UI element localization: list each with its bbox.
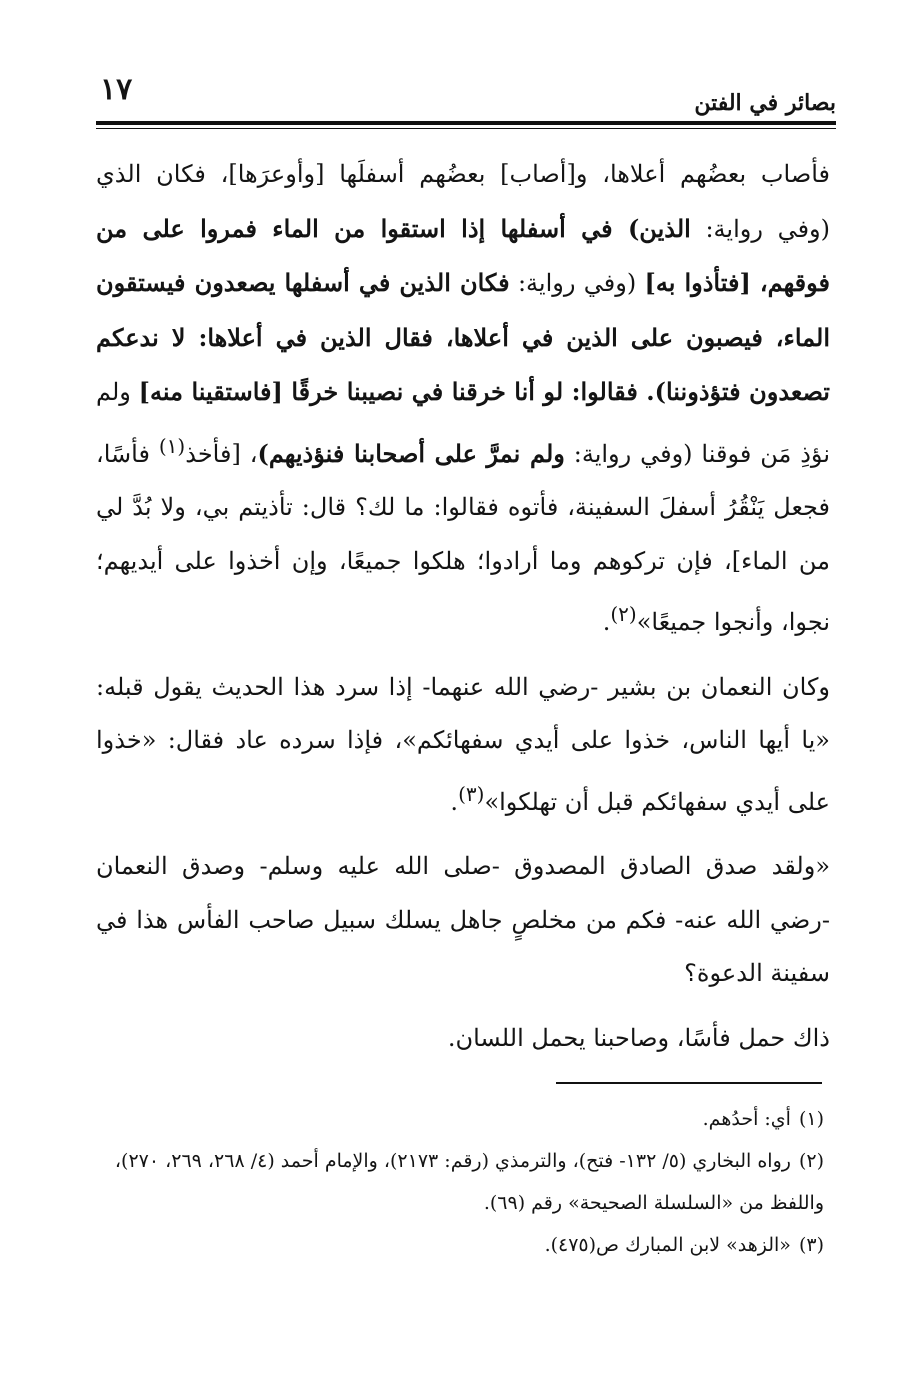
footnote-marker-1: (١): [158, 433, 186, 458]
footnote-text: «الزهد» لابن المبارك ص(٤٧٥).: [544, 1234, 791, 1256]
text-span: ولم نؤذِ مَن فوقنا (وفي رواية:: [96, 378, 831, 468]
footnote-marker-2: (٢): [610, 602, 637, 626]
footnote-marker-3: (٣): [458, 781, 485, 806]
header-rule-thin: [96, 128, 836, 129]
paragraph-numan: [96, 661, 830, 830]
footnote-number: (٢): [798, 1150, 824, 1172]
page-number: ١٧: [100, 72, 133, 107]
paragraph-closing: ذاك حمل فأسًا، وصاحبنا يحمل اللسان.: [447, 1023, 830, 1052]
bold-text-span: الذين) في أسفلها إذا استقوا من الماء فمروا على من فوقهم، [فتأذوا به]: [96, 213, 830, 297]
text-span: وكان النعمان بن بشير -رضي الله عنهما- إذا سرد هذا الحديث يقول قبله: «يا أيها الناس، خذوا على أيدي سفهائكم»، فإذا سرده عاد فقال: «خذوا على أيدي سفهائكم قبل أن تهلكوا»: [96, 672, 830, 816]
text-span: .: [450, 787, 459, 816]
text-span: فأصاب بعضُهم أعلاها، و[أصاب] بعضُهم أسفلَها [وأوعرَها]، فكان الذي (وفي رواية:: [96, 160, 831, 243]
footnote-text: أي: أحدُهم.: [702, 1108, 791, 1130]
text-span: ، [فأخذ: [185, 439, 258, 468]
text-span: (وفي رواية:: [509, 269, 645, 297]
paragraph-comment: «ولقد صدق الصادق المصدوق -صلى الله عليه وسلم- وصدق النعمان -رضي الله عنه- فكم من مخلصٍ جاهل يسلك سبيل صاحب الفأس هذا في سفينة الدعوة؟: [96, 852, 830, 987]
bold-text-span: فكان الذين في أسفلها يصعدون فيستقون الماء، فيصبون على الذين في أعلاها، فقال الذين في أعلاها: لا ندعكم تصعدون فتؤذوننا). فقالوا: لو أنا خرقنا في نصيبنا خرقًا [فاستقينا منه]: [96, 268, 830, 406]
footnote-text: رواه البخاري (٥/ ١٣٢- فتح)، والترمذي (رقم: ٢١٧٣)، والإمام أحمد (٤/ ٢٦٨، ٢٦٩، ٢٧٠)، واللفظ من «السلسلة الصحيحة» رقم (٦٩).: [114, 1150, 824, 1214]
paragraph-hadith: [96, 148, 830, 650]
running-title: بصائر في الفتن: [694, 90, 836, 116]
footnote-number: (١): [798, 1108, 824, 1130]
footnote-3: [96, 1224, 824, 1266]
footnote-number: (٣): [798, 1234, 824, 1256]
footnotes: [96, 1098, 824, 1266]
text-span: فأسًا، فجعل يَنْقُرُ أسفلَ السفينة، فأتوه فقالوا: ما لك؟ قال: تأذيتم بي، ولا بُدَّ لي من الماء]، فإن تركوهم وما أرادوا؛ هلكوا جميعًا، وإن أخذوا على أيديهم؛ نجوا، وأنجوا جميعًا»: [96, 439, 830, 636]
footnote-separator: [556, 1082, 822, 1084]
text-span: .: [602, 608, 611, 636]
header-rule-thick: [96, 121, 836, 125]
main-text: [96, 148, 830, 1065]
footnote-1: [96, 1098, 824, 1140]
bold-text-span: ولم نمرَّ على أصحابنا فنؤذيهم): [257, 438, 565, 468]
footnote-2: [96, 1140, 824, 1224]
